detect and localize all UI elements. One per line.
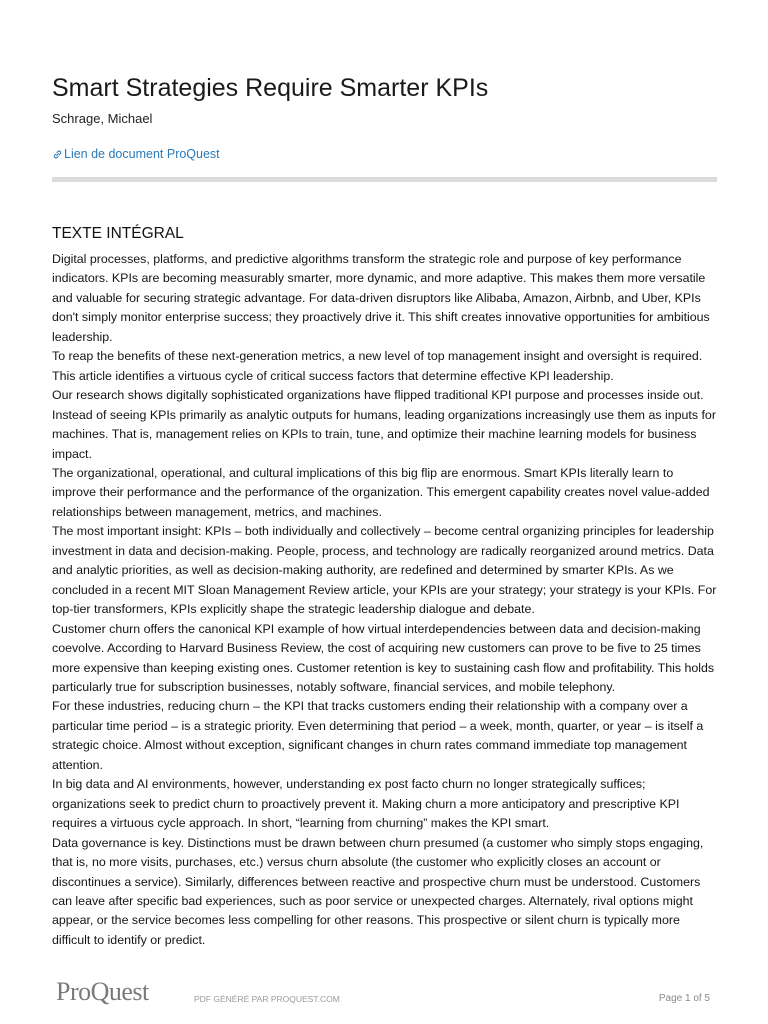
paragraph: To reap the benefits of these next-generation metrics, a new level of top management insight and oversight is required. This article identifies a virtuous cycle of critical success factors that determine effective KPI leadership.: [52, 349, 703, 383]
paragraph: The most important insight: KPIs – both individually and collectively – become central organizing principles for leadership investment in data and decision-making. People, process, and technology are radically reorganized around metrics. Data and analytic priorities, as well as decision-making authority, are redefined and determined by smarter KPIs. As we concluded in a recent MIT Sloan Management Review article, your KPIs are your strategy; your strategy is your KPIs. For top-tier transformers, KPIs explicitly shape the strategic leadership dialogue and debate.: [52, 524, 717, 617]
paragraph: In big data and AI environments, however, understanding ex post facto churn no longer strategically suffices; organizations seek to predict churn to proactively prevent it. Making churn a more anticipatory and prescriptive KPI requires a virtuous cycle approach. In short, “learning from churning” makes the KPI smart.: [52, 777, 680, 831]
article-body: [52, 250, 718, 950]
footer-generated-label: PDF GÉNÉRÉ PAR PROQUEST.COM: [194, 994, 340, 1004]
link-icon: [52, 149, 63, 160]
proquest-document-link[interactable]: [52, 145, 220, 163]
header-divider: [52, 177, 717, 182]
paragraph: Data governance is key. Distinctions must be drawn between churn presumed (a customer who simply stops engaging, that is, no more visits, purchases, etc.) versus churn absolute (the customer who explicitly closes an account or discontinues a service). Similarly, differences between reactive and prospective churn must be understood. Customers can leave after specific bad experiences, such as poor service or unexpected charges. Alternately, rival options might appear, or the service becomes less compelling for other reasons. This prospective or silent churn is typically more difficult to identify or predict.: [52, 835, 704, 947]
paragraph: Our research shows digitally sophisticated organizations have flipped traditional KPI purpose and processes inside out. Instead of seeing KPIs primarily as analytic outputs for humans, leading organizations increasingly use them as inputs for machines. That is, management relies on KPIs to train, tune, and optimize their machine learning models for business impact.: [52, 388, 716, 461]
paragraph: Digital processes, platforms, and predictive algorithms transform the strategic role and purpose of key performance indicators. KPIs are becoming measurably smarter, more dynamic, and more adaptive. This makes them more versatile and valuable for securing strategic advantage. For data-driven disruptors like Alibaba, Amazon, Airbnb, and Uber, KPIs don't simply monitor enterprise success; they proactively drive it. This shift creates innovative opportunities for ambitious leadership.: [52, 252, 710, 344]
paragraph: For these industries, reducing churn – the KPI that tracks customers ending their relationship with a company over a particular time period – is a strategic priority. Even determining that period – a week, month, quarter, or year – is itself a strategic choice. Almost without exception, significant changes in churn rates command immediate top management attention.: [52, 699, 704, 772]
paragraph: Customer churn offers the canonical KPI example of how virtual interdependencies between data and decision-making coevolve. According to Harvard Business Review, the cost of acquiring new customers can prove to be five to 25 times more expensive than keeping existing ones. Customer retention is key to sustaining cash flow and profitability. This holds particularly true for subscription businesses, notably software, financial services, and mobile telephony.: [52, 621, 715, 694]
proquest-logo: [56, 975, 149, 1009]
paragraph: The organizational, operational, and cultural implications of this big flip are enormous. Smart KPIs literally learn to improve their performance and the performance of the organization. This emergent capability creates novel value-added relationships between management, metrics, and machines.: [52, 465, 710, 519]
page-number: Page 1 of 5: [658, 993, 710, 1004]
link-label: Lien de document ProQuest: [64, 147, 220, 161]
section-heading: TEXTE INTÉGRAL: [52, 225, 184, 242]
logo-text: ProQuest: [56, 977, 149, 1006]
author-name: Schrage, Michael: [52, 111, 153, 126]
document-title: Smart Strategies Require Smarter KPIs: [52, 74, 489, 102]
